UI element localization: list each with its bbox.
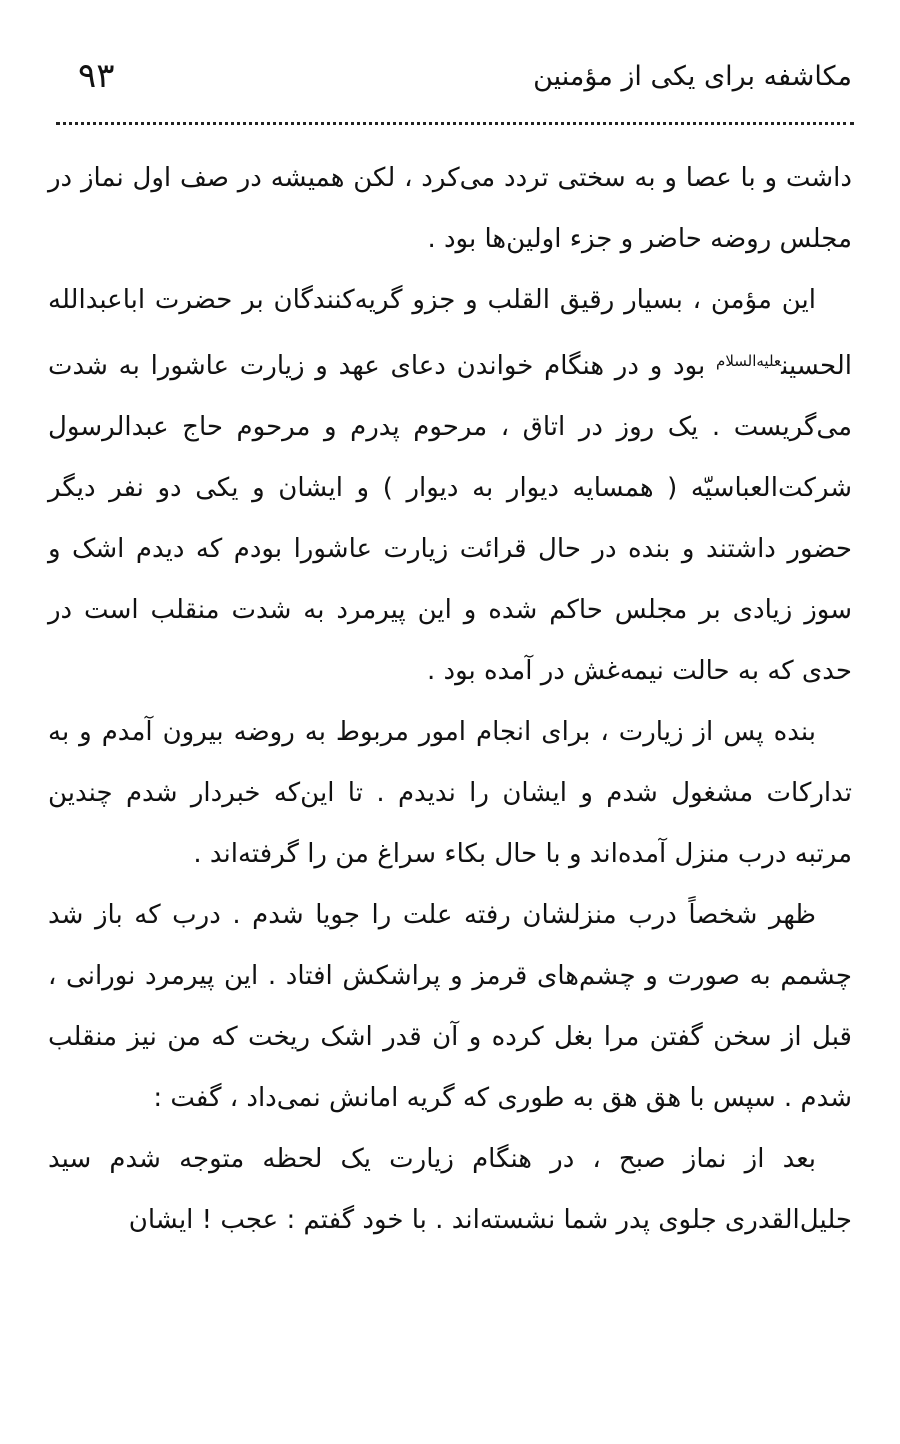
paragraph: بنده پس از زیارت ، برای انجام امور مربوط به روضه بیرون آمدم و به تدارکات مشغول شدم و ایشان را ندیدم . تا این‌که خبردار شدم چندین مرتبه درب منزل آمده‌اند و با حال بکاء سراغ من را گرفته‌اند . bbox=[48, 717, 852, 869]
page-number: ۹۳ bbox=[78, 56, 115, 96]
paragraph bbox=[48, 270, 852, 702]
paragraph: بعد از نماز صبح ، در هنگام زیارت یک لحظه متوجه شدم سید جلیل‌القدری جلوی پدر شما نشسته‌اند . با خود گفتم : عجب ! ایشان bbox=[48, 1144, 852, 1235]
honorific-ligature: علیه‌السلام bbox=[716, 352, 782, 370]
page-header bbox=[48, 52, 852, 100]
header-divider bbox=[56, 122, 854, 125]
paragraph-text: بود و در هنگام خواندن دعای عهد و زیارت عاشورا به شدت می‌گریست . یک روز در اتاق ، مرحوم پدرم و مرحوم حاج عبدالرسول شرکت‌العباسیّه ( همسایه دیوار به دیوار ) و ایشان و یکی دو نفر دیگر حضور داشتند و بنده در حال قرائت زیارت عاشورا بودم که دیدم اشک و سوز زیادی بر مجلس حاکم شده و این پیرمرد به شدت منقلب است در حدی که به حالت نیمه‌غش در آمده بود . bbox=[48, 351, 852, 686]
paragraph-text: این مؤمن ، بسیار رقیق القلب و جزو گریه‌کنندگان بر حضرت اباعبدالله الحسین bbox=[48, 285, 852, 381]
paragraph: ظهر شخصاً درب منزلشان رفته علت را جویا شدم . درب که باز شد چشمم به صورت و چشم‌های قرمز و پراشکش افتاد . این پیرمرد نورانی ، قبل از سخن گفتن مرا بغل کرده و آن قدر اشک ریخت که من نیز منقلب شدم . سپس با هق هق به طوری که گریه امانش نمی‌داد ، گفت : bbox=[48, 900, 852, 1113]
paragraph: داشت و با عصا و به سختی تردد می‌کرد ، لکن همیشه در صف اول نماز در مجلس روضه حاضر و جزء اولین‌ها بود . bbox=[48, 163, 852, 254]
chapter-title: مکاشفه برای یکی از مؤمنین bbox=[533, 60, 852, 92]
body-text bbox=[48, 148, 852, 1251]
